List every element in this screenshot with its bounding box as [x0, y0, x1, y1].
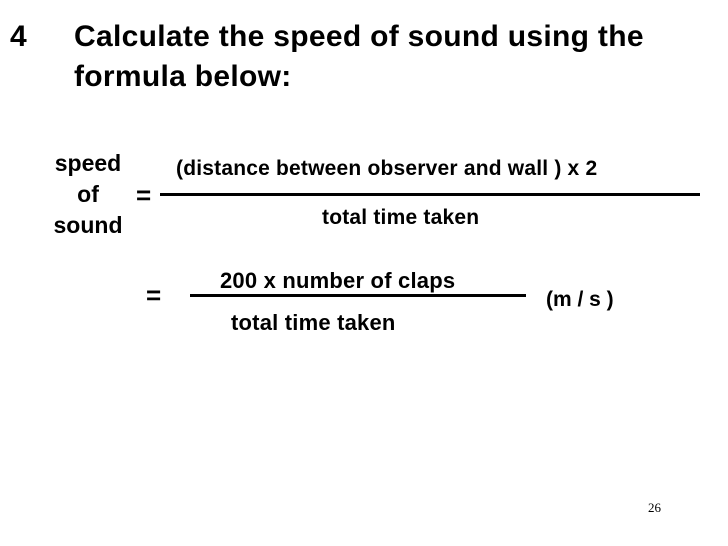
unit-label: (m / s ) — [546, 288, 614, 311]
formula-lhs — [40, 148, 136, 241]
fraction-1-bar — [160, 193, 700, 196]
question-number: 4 — [10, 20, 27, 53]
lhs-line-3: sound — [53, 212, 123, 238]
question-text-line-2: formula below: — [74, 60, 292, 93]
lhs-line-1: speed — [54, 150, 122, 176]
fraction-1-denominator: total time taken — [322, 206, 480, 229]
fraction-2-bar — [190, 294, 526, 297]
lhs-line-2: of — [77, 181, 99, 207]
fraction-2-numerator: 200 x number of claps — [220, 268, 456, 293]
fraction-1-numerator: (distance between observer and wall ) x 2 — [176, 157, 598, 180]
equals-sign-2: = — [146, 280, 162, 310]
equals-sign-1: = — [136, 180, 152, 210]
page-number: 26 — [648, 500, 661, 515]
fraction-2-denominator: total time taken — [231, 310, 396, 335]
question-text-line-1: Calculate the speed of sound using the — [74, 20, 644, 53]
